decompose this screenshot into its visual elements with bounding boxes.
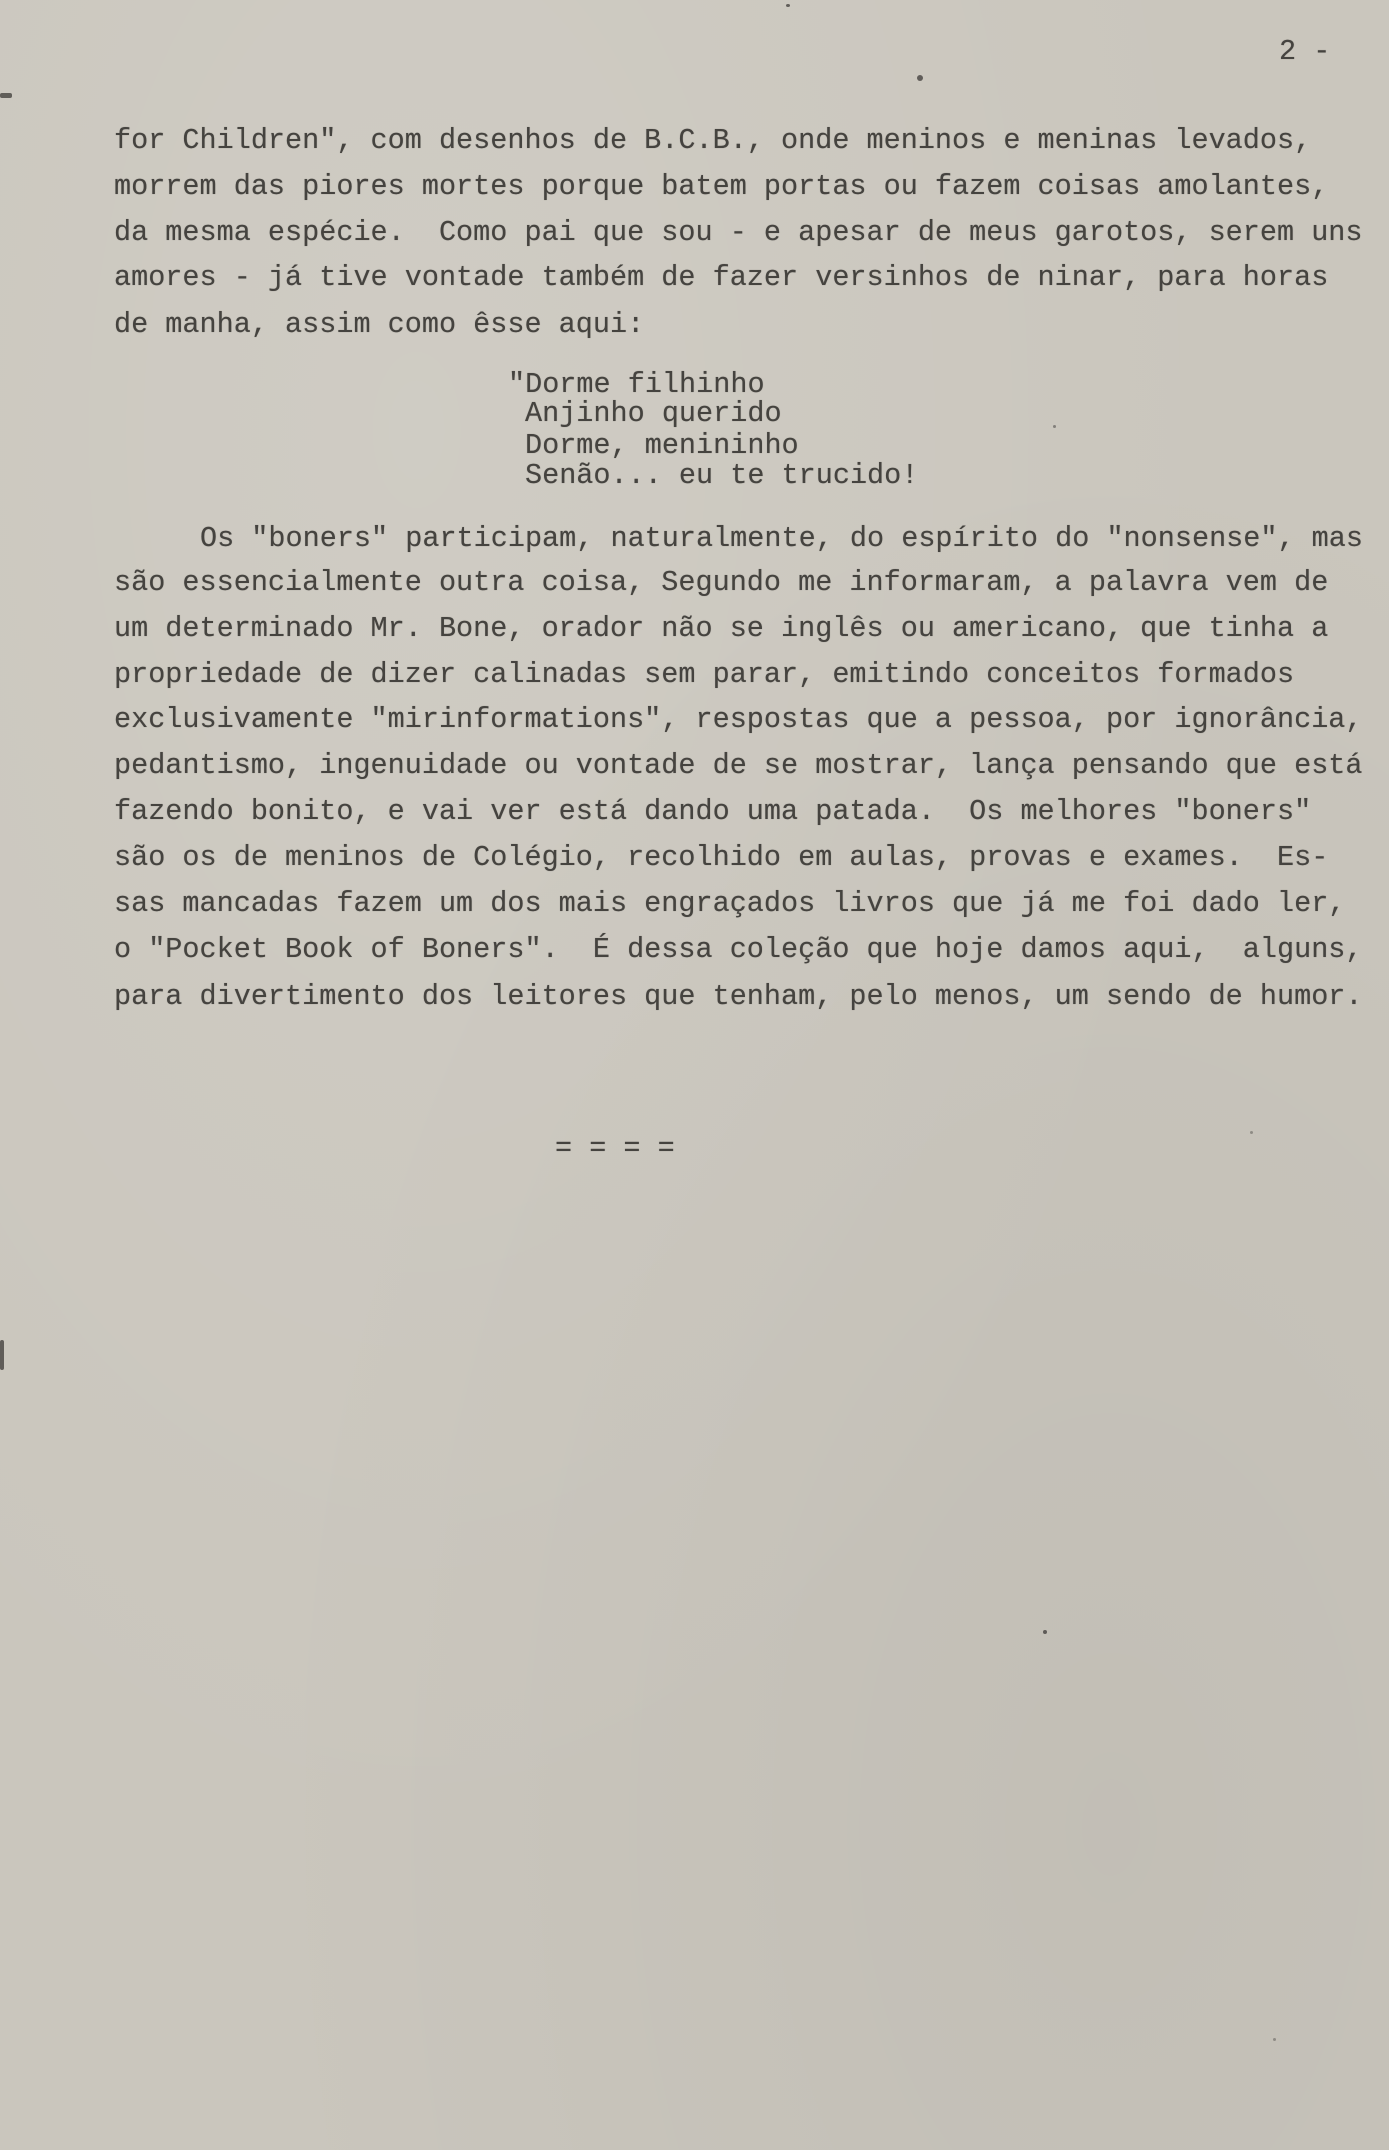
text-line: Os "boners" participam, naturalmente, do espírito do "nonsense", mas xyxy=(200,522,1363,555)
paper-speck xyxy=(0,1340,4,1370)
text-line: pedantismo, ingenuidade ou vontade de se mostrar, lança pensando que está xyxy=(114,749,1363,782)
text-line: um determinado Mr. Bone, orador não se inglês ou americano, que tinha a xyxy=(114,612,1329,645)
paper-speck xyxy=(0,93,12,98)
section-separator: = = = = xyxy=(555,1132,675,1165)
paper-speck xyxy=(1053,425,1056,428)
poem-line: "Dorme filhinho xyxy=(508,368,765,401)
paper-speck xyxy=(1043,1630,1047,1634)
poem-line: Dorme, menininho xyxy=(525,429,799,462)
paper-speck xyxy=(786,4,790,7)
text-line: for Children", com desenhos de B.C.B., onde meninos e meninas levados, xyxy=(114,124,1312,157)
text-line: amores - já tive vontade também de fazer versinhos de ninar, para horas xyxy=(114,261,1329,294)
text-line: morrem das piores mortes porque batem portas ou fazem coisas amolantes, xyxy=(114,170,1329,203)
text-line: exclusivamente "mirinformations", respostas que a pessoa, por ignorância, xyxy=(114,703,1363,736)
text-line: sas mancadas fazem um dos mais engraçados livros que já me foi dado ler, xyxy=(114,887,1346,920)
page-number: 2 - xyxy=(1279,35,1331,68)
text-line: o "Pocket Book of Boners". É dessa coleção que hoje damos aqui, alguns, xyxy=(114,933,1363,966)
text-line: são os de meninos de Colégio, recolhido em aulas, provas e exames. Es- xyxy=(114,841,1329,874)
text-line: da mesma espécie. Como pai que sou - e apesar de meus garotos, serem uns xyxy=(114,216,1363,249)
text-line: de manha, assim como êsse aqui: xyxy=(114,308,645,341)
poem-line: Senão... eu te trucido! xyxy=(525,459,919,492)
poem-line: Anjinho querido xyxy=(525,397,782,430)
paper-speck xyxy=(1273,2038,1276,2041)
text-line: fazendo bonito, e vai ver está dando uma patada. Os melhores "boners" xyxy=(114,795,1312,828)
text-line: para divertimento dos leitores que tenham, pelo menos, um sendo de humor. xyxy=(114,980,1363,1013)
text-line: são essencialmente outra coisa, Segundo me informaram, a palavra vem de xyxy=(114,566,1329,599)
paper-speck xyxy=(1250,1131,1253,1134)
paper-speck xyxy=(917,75,923,81)
text-line: propriedade de dizer calinadas sem parar, emitindo conceitos formados xyxy=(114,658,1295,691)
